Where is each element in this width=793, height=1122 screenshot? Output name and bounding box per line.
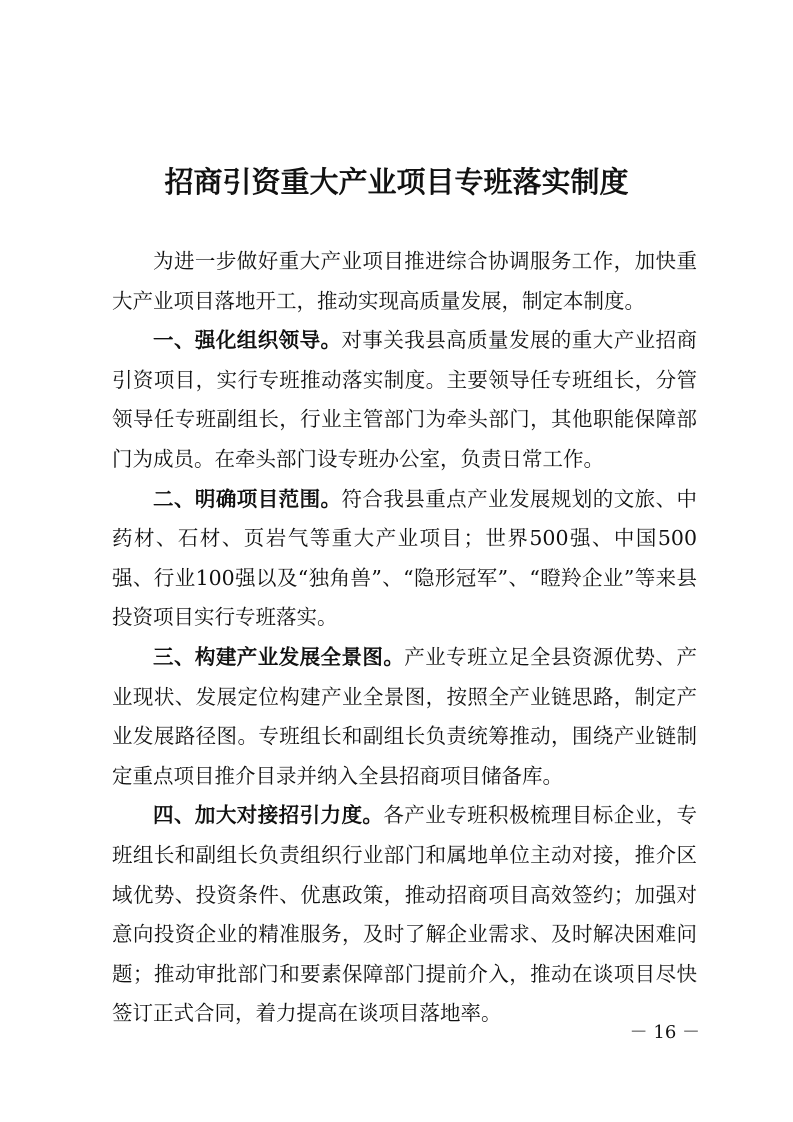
section-3-heading: 三、构建产业发展全景图。 (153, 644, 405, 669)
section-1-text: 对事关我县高质量发展的重大产业招商引资项目，实行专班推动落实制度。主要领导任专班组长，分管领导任专班副组长，行业主管部门为牵头部门，其他职能保障部门为成员。在牵头部门设专班办公室，负责日常工作。 (112, 328, 698, 471)
section-2-heading: 二、明确项目范围。 (153, 486, 342, 511)
section-1-paragraph (112, 321, 697, 479)
page-number: － 16 － (629, 1022, 700, 1043)
document-body (112, 242, 697, 1034)
section-3-paragraph (112, 638, 697, 796)
document-title: 招商引资重大产业项目专班落实制度 (164, 165, 629, 199)
section-2-text: 符合我县重点产业发展规划的文旅、中药材、石材、页岩气等重大产业项目；世界500强、中国500强、行业100强以及“独角兽”、“隐形冠军”、“瞪羚企业”等来县投资项目实行专班落实。 (112, 486, 698, 630)
section-4-heading: 四、加大对接招引力度。 (153, 803, 384, 828)
section-1-heading: 一、强化组织领导。 (153, 328, 342, 353)
section-3-text: 产业专班立足全县资源优势、产业现状、发展定位构建产业全景图，按照全产业链思路，制定产业发展路径图。专班组长和副组长负责统筹推动，围绕产业链制定重点项目推介目录并纳入全县招商项目储备库。 (112, 644, 698, 788)
section-4-paragraph (112, 796, 697, 1034)
section-2-paragraph (112, 480, 697, 638)
section-4-text: 各产业专班积极梳理目标企业，专班组长和副组长负责组织行业部门和属地单位主动对接，推介区域优势、投资条件、优惠政策，推动招商项目高效签约；加强对意向投资企业的精准服务，及时了解企业需求、及时解决困难问题；推动审批部门和要素保障部门提前介入，推动在谈项目尽快签订正式合同，着力提高在谈项目落地率。 (112, 803, 698, 1026)
intro-paragraph: 为进一步做好重大产业项目推进综合协调服务工作，加快重大产业项目落地开工，推动实现高质量发展，制定本制度。 (112, 249, 697, 313)
